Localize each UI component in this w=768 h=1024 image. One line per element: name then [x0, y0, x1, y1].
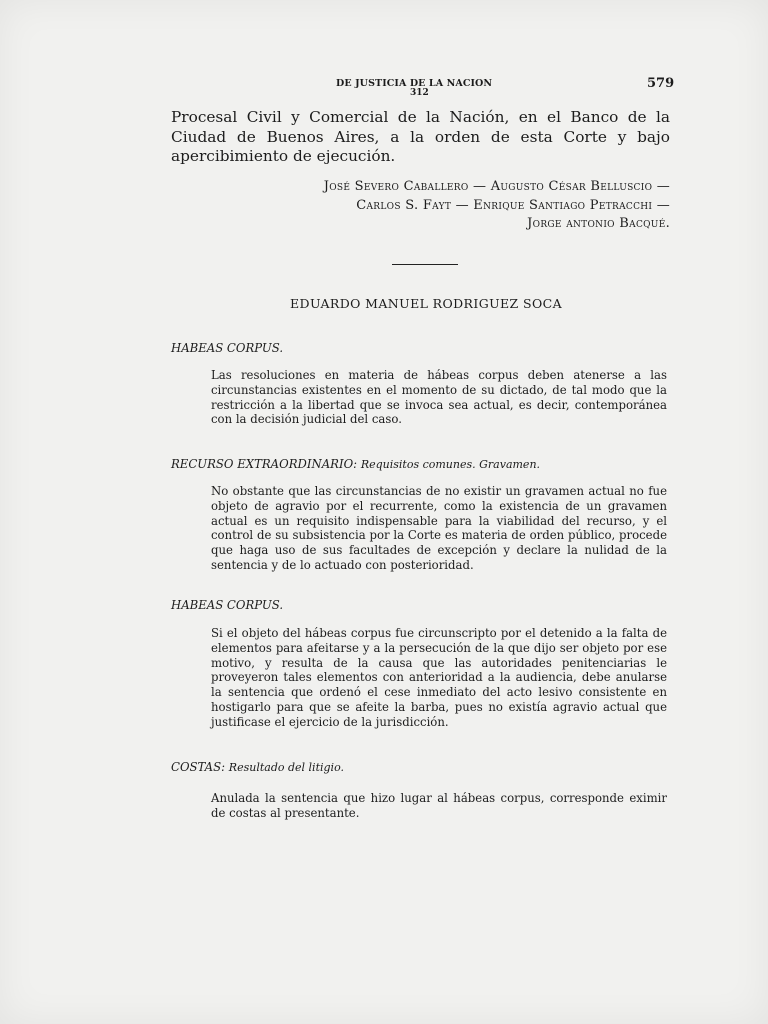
running-header-title: DE JUSTICIA DE LA NACION	[336, 78, 493, 89]
section-body-recurso-extraordinario: No obstante que las circunstancias de no existir un gravamen actual no fue objeto de agravio por el recurrente, como la existencia de un gravamen actual es un requisito indispensable para la viabilidad del recurso, y el control de su subsistencia por la Corte es materia de orden público, procede que haga uso de sus facultades de excepción y declare la nulidad de la sentencia y de lo actuado con posterioridad.	[211, 484, 667, 572]
case-title: EDUARDO MANUEL RODRIGUEZ SOCA	[290, 296, 563, 311]
section-heading-term: HABEAS CORPUS.	[171, 598, 284, 612]
section-heading-term: HABEAS CORPUS.	[171, 341, 284, 355]
volume-number: 312	[410, 88, 429, 98]
page-number: 579	[647, 76, 675, 91]
section-body-habeas-corpus-2: Si el objeto del hábeas corpus fue circunscripto por el detenido a la falta de elementos para afeitarse y a la persecución de la que dijo ser objeto por ese motivo, y resulta de la causa que las autoridades penitenciarias le proveyeron tales elementos con anterioridad a la audiencia, debe anularse la sentencia que ordenó el cese inmediato del acto lesivo consistente en hostigarlo para que se afeite la barba, pues no existía agravio actual que justificase el ejercicio de la jurisdicción.	[211, 626, 667, 729]
justices-signatures	[324, 178, 670, 234]
justices-line-2: Carlos S. Fayt — Enrique Santiago Petracchi —	[356, 197, 670, 213]
section-heading-habeas-corpus-1	[171, 341, 283, 355]
section-heading-subterm: Resultado del litigio.	[228, 761, 345, 774]
justices-line-1: José Severo Caballero — Augusto César Belluscio —	[323, 179, 670, 194]
section-heading-habeas-corpus-2	[171, 598, 283, 612]
section-heading-term: RECURSO EXTRAORDINARIO:	[171, 457, 358, 471]
section-heading-recurso-extraordinario	[171, 457, 540, 471]
section-body-costas: Anulada la sentencia que hizo lugar al hábeas corpus, corresponde eximir de costas al presentante.	[211, 791, 667, 820]
justices-line-3: Jorge antonio Bacqué.	[527, 216, 670, 231]
section-heading-subterm: Requisitos comunes. Gravamen.	[360, 458, 541, 471]
section-heading-costas	[171, 760, 344, 774]
section-heading-term: COSTAS:	[171, 760, 226, 774]
section-body-habeas-corpus-1: Las resoluciones en materia de hábeas corpus deben atenerse a las circunstancias existentes en el momento de su dictado, de tal modo que la restricción a la libertad que se invoca sea actual, es decir, contemporánea con la decisión judicial del caso.	[211, 368, 667, 427]
intro-paragraph: Procesal Civil y Comercial de la Nación, en el Banco de la Ciudad de Buenos Aires, a la orden de esta Corte y bajo apercibimiento de ejecución.	[171, 108, 670, 165]
section-separator-rule	[392, 264, 458, 265]
